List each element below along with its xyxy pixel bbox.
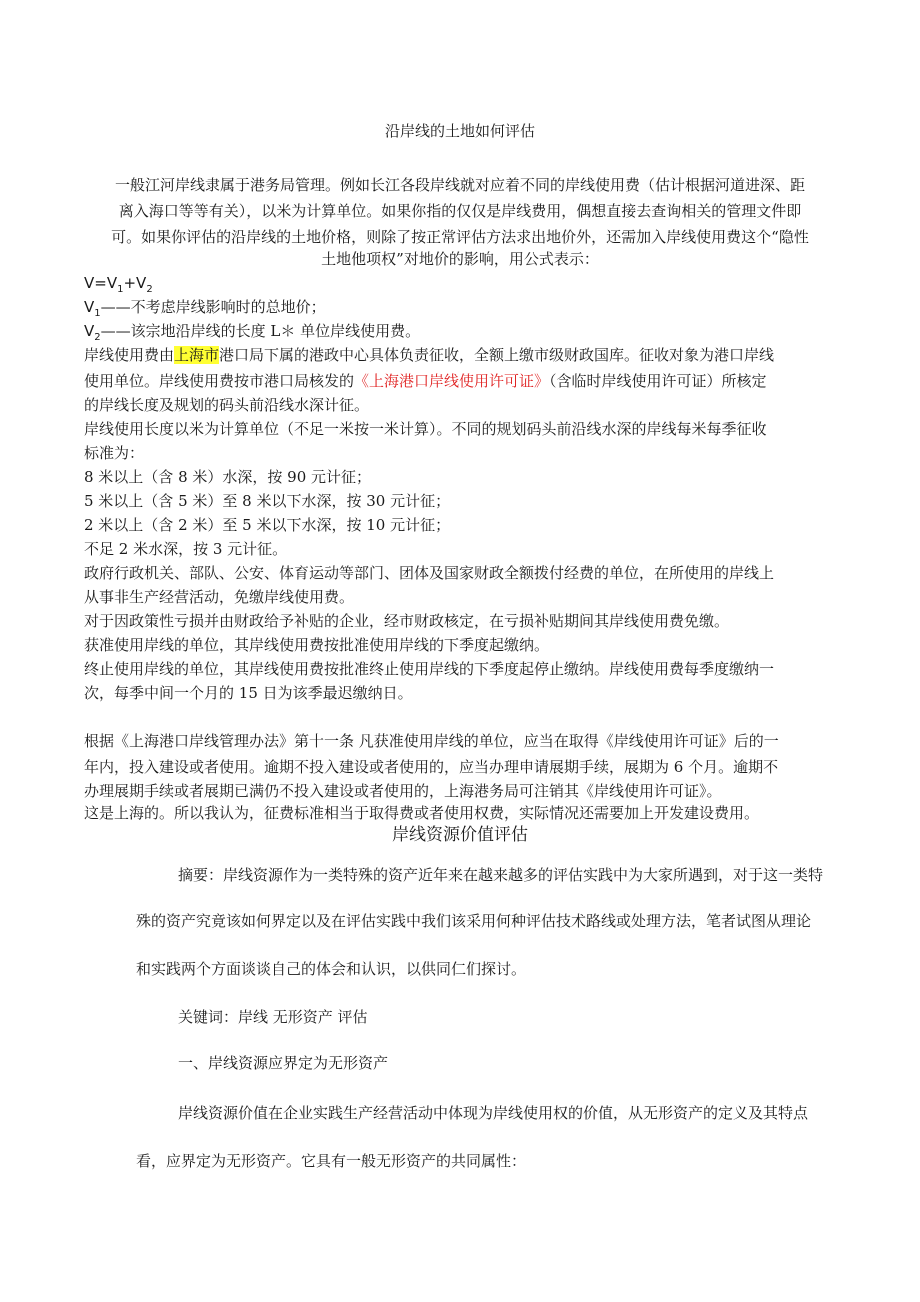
body-line-1: 岸线资源价值在企业实践生产经营活动中体现为岸线使用权的价值，从无形资产的定义及其特点	[178, 1104, 809, 1122]
law-line: 年内，投入建设或者使用。逾期不投入建设或者使用的，应当办理申请展期手续，展期为 6 个月。逾期不	[84, 758, 779, 776]
law-line: 这是上海的。所以我认为，征费标准相当于取得费或者使用权费，实际情况还需要加上开发建设费用。	[84, 804, 760, 822]
abstract-line-1: 摘要：岸线资源作为一类特殊的资产近年来在越来越多的评估实践中为大家所遇到，对于这一类特	[178, 866, 824, 884]
formula-line: $V=V_1+V_2$	[84, 274, 153, 295]
abstract-line-3: 和实践两个方面谈谈自己的体会和认识，以供同仁们探讨。	[136, 960, 527, 978]
formula-v2-definition: $V_2——$该宗地沿岸线的长度 L＊ 单位岸线使用费。	[84, 322, 421, 343]
keywords: 关键词：岸线 无形资产 评估	[178, 1008, 368, 1026]
rate-line: 岸线使用长度以米为计算单位（不足一米按一米计算）。不同的规划码头前沿线水深的岸线每米每季征收	[84, 420, 767, 438]
rate-line: 2 米以上（含 2 米）至 5 米以下水深，按 10 元计征；	[84, 516, 451, 534]
rate-line: 5 米以上（含 5 米）至 8 米以下水深，按 30 元计征；	[84, 492, 451, 510]
rate-line: 获准使用岸线的单位，其岸线使用费按批准使用岸线的下季度起缴纳。	[84, 636, 550, 654]
fee-para-line-3: 的岸线长度及规划的码头前沿线水深计征。	[84, 396, 370, 414]
intro-line-2: 离入海口等等有关），以米为计算单位。如果你指的仅仅是岸线费用，偶想直接去查询相关的管理文件即	[118, 202, 802, 220]
permit-name-red: 《上海港口岸线使用许可证》	[354, 372, 550, 390]
rate-line: 标准为：	[84, 444, 145, 462]
rate-line: 对于因政策性亏损并由财政给予补贴的企业，经市财政核定，在亏损补贴期间其岸线使用费免缴。	[84, 612, 730, 630]
intro-line-3: 可。如果你评估的沿岸线的土地价格，则除了按正常评估方法求出地价外，还需加入岸线使用费这个“隐性	[111, 228, 809, 246]
law-line: 根据《上海港口岸线管理办法》第十一条 凡获准使用岸线的单位，应当在取得《岸线使用许可证》后的一	[84, 732, 779, 750]
body-line-2: 看，应界定为无形资产。它具有一般无形资产的共同属性：	[136, 1152, 527, 1170]
rate-line: 从事非生产经营活动，免缴岸线使用费。	[84, 588, 355, 606]
fee-para-line-2: 使用单位。岸线使用费按市港口局核发的《上海港口岸线使用许可证》（含临时岸线使用许可证）所核定	[84, 372, 767, 390]
doc-title: 沿岸线的土地如何评估	[384, 122, 535, 140]
highlighted-city: 上海市	[174, 346, 220, 364]
fee-para-line-1: 岸线使用费由上海市港口局下属的港政中心具体负责征收，全额上缴市级财政国库。征收对象为港口岸线	[84, 346, 775, 364]
rate-line: 次，每季中间一个月的 15 日为该季最迟缴纳日。	[84, 684, 413, 702]
section-heading: 一、岸线资源应界定为无形资产	[178, 1054, 389, 1072]
abstract-line-2: 殊的资产究竟该如何界定以及在评估实践中我们该采用何种评估技术路线或处理方法，笔者试图从理论	[136, 912, 812, 930]
article2-title: 岸线资源价值评估	[392, 825, 528, 845]
law-line: 办理展期手续或者展期已满仍不投入建设或者使用的，上海港务局可注销其《岸线使用许可证》。	[84, 782, 722, 800]
intro-line-4: 土地他项权”对地价的影响，用公式表示：	[321, 250, 599, 268]
formula-v1-definition: $V_1——$不考虑岸线影响时的总地价；	[84, 298, 326, 319]
rate-line: 8 米以上（含 8 米）水深，按 90 元计征；	[84, 468, 372, 486]
rate-line: 终止使用岸线的单位，其岸线使用费按批准终止使用岸线的下季度起停止缴纳。岸线使用费每季度缴纳一	[84, 660, 775, 678]
intro-line-1: 一般江河岸线隶属于港务局管理。例如长江各段岸线就对应着不同的岸线使用费（估计根据河道进深、距	[114, 176, 805, 194]
rate-line: 不足 2 米水深，按 3 元计征。	[84, 540, 288, 558]
rate-line: 政府行政机关、部队、公安、体育运动等部门、团体及国家财政全额拨付经费的单位，在所使用的岸线上	[84, 564, 775, 582]
